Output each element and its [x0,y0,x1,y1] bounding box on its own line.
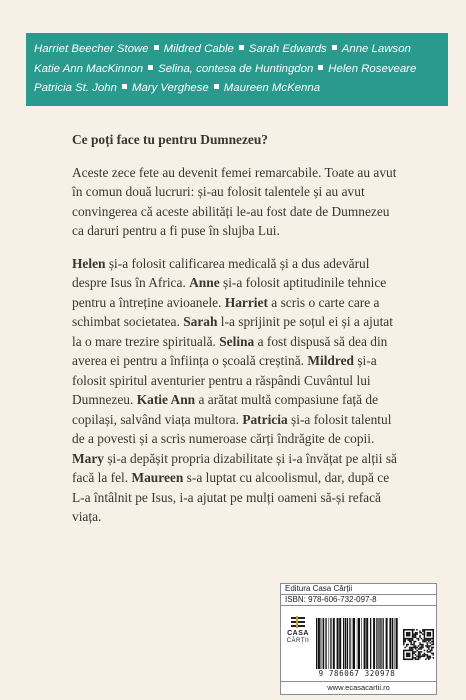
book-stack-icon [290,616,306,628]
square-separator-icon [122,84,127,89]
banner-line [34,60,440,80]
author-name: Patricia St. John [34,82,117,94]
barcode-icon [314,618,400,674]
story-text: și-a folosit spiritul aventurier pentru a răspândi Cuvântul lui Dumnezeu. [72,353,377,407]
woman-name: Harriet [224,294,268,310]
author-name: Mary Verghese [131,82,209,94]
square-separator-icon [148,65,153,70]
author-name: Katie Ann MacKinnon [34,62,144,75]
woman-name: Mary [72,450,104,466]
woman-name: Helen [72,255,106,271]
woman-name: Patricia [242,411,288,427]
intro-paragraph: Aceste zece fete au devenit femei remarcabile. Toate au avut în comun două lucruri: și-au folosit talentele și au avut convingerea că aceste abilități le-au fost date de Dumnezeu ca daruri pentru a fi puse în slujba Lui. [72,164,397,238]
back-cover-text [72,130,402,540]
banner-line [34,79,440,99]
qr-code-icon [403,620,434,670]
square-separator-icon [318,65,323,70]
logo-text-casa: CASA [287,630,309,637]
author-name: Selina, contesa de Huntingdon [158,62,314,75]
banner-line [34,40,440,60]
author-name: Anne Lawson [341,43,411,55]
barcode-number: 9 786067 320978 [314,669,400,678]
author-names-banner [26,33,448,106]
author-name: Helen Roseveare [328,62,417,75]
publisher-website: www.ecasacartii.ro [281,681,436,694]
story-text: și-a folosit talentul de a povesti și a scris numeroase cărți îndrăgite de copii. [72,411,392,446]
publisher-name: Editura Casa Cărții [281,584,436,595]
stories-paragraph [72,254,402,527]
author-name: Maureen McKenna [223,82,321,94]
isbn-number: ISBN: 978-606-732-097-8 [281,595,436,606]
square-separator-icon [332,45,337,50]
woman-name: Anne [189,275,220,290]
story-text: a arătat multă compasiune față de copilași, salvând viața multora. [72,392,379,427]
imprint-box [280,583,437,695]
woman-name: Selina [219,333,255,349]
logo-text-cartii: CĂRȚII [286,638,310,644]
woman-name: Sarah [183,314,218,329]
woman-name: Katie Ann [136,392,196,407]
woman-name: Maureen [131,470,184,485]
story-text: a scris o carte care a schimbat societatea. [72,294,380,329]
square-separator-icon [214,84,219,89]
story-text: s-a luptat cu alcoolismul, dar, după ce L-a întâlnit pe Isus, i-a ajutat pe mulți oameni să-și refacă viața. [72,470,390,524]
author-name: Mildred Cable [163,43,234,55]
publisher-logo [284,616,312,645]
square-separator-icon [154,45,159,50]
story-text: a fost dispusă să dea din averea ei pentru a înființa o școală creștină. [72,333,388,368]
question-heading: Ce poți face tu pentru Dumnezeu? [72,132,269,147]
woman-name: Mildred [307,353,354,368]
author-name: Harriet Beecher Stowe [34,43,149,55]
story-text: și-a folosit aptitudinile tehnice pentru a întreține avioanele. [72,275,387,310]
author-name: Sarah Edwards [248,43,327,55]
story-text: l-a sprijinit pe soțul ei și a ajutat la o mare trezire spirituală. [72,314,393,349]
square-separator-icon [239,45,244,50]
story-text: și-a depășit propria dizabilitate și i-a învățat pe alții să facă la fel. [72,450,397,485]
story-text: și-a folosit calificarea medicală și a dus adevărul despre Isus în Africa. [72,255,370,290]
